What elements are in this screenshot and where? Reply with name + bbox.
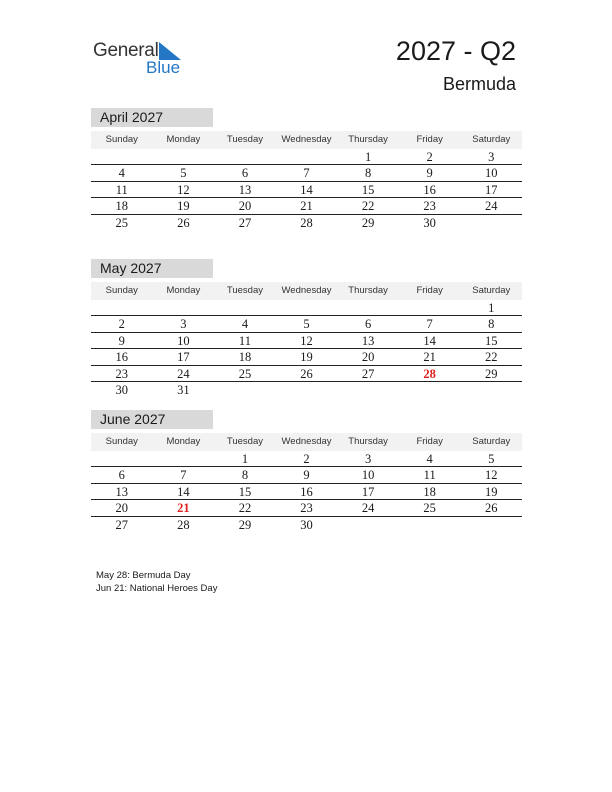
weekday-label: Sunday — [105, 285, 138, 296]
weekday-label: Saturday — [472, 436, 511, 447]
weekday-label: Friday — [416, 134, 443, 145]
month-title: May 2027 — [91, 259, 213, 278]
day-cell: 23 — [300, 501, 313, 516]
weekday-label: Tuesday — [226, 436, 263, 447]
week-row — [91, 149, 522, 165]
holiday-day-cell: 28 — [423, 366, 436, 381]
weekday-header — [91, 282, 522, 300]
weekday-label: Monday — [166, 436, 201, 447]
day-cell: 24 — [485, 199, 498, 214]
logo-text-general: General — [93, 40, 159, 61]
weekday-label: Saturday — [472, 285, 511, 296]
day-cell: 14 — [300, 182, 313, 197]
day-cell: 3 — [364, 452, 372, 466]
day-cell: 26 — [177, 215, 190, 230]
day-cell: 30 — [423, 215, 436, 230]
day-cell: 9 — [303, 468, 310, 483]
day-cell: 28 — [300, 215, 313, 230]
day-cell: 6 — [118, 468, 125, 483]
day-cell: 15 — [361, 182, 375, 197]
day-cell — [460, 517, 522, 533]
day-cell: 29 — [238, 517, 252, 532]
day-cell: 20 — [361, 350, 375, 365]
day-cell — [276, 382, 338, 398]
day-cell: 17 — [361, 484, 375, 499]
day-cell: 22 — [238, 501, 252, 516]
day-cell: 14 — [423, 333, 436, 348]
day-cell: 18 — [238, 350, 252, 365]
week-row — [91, 500, 522, 516]
day-cell: 21 — [423, 350, 436, 365]
day-cell: 27 — [115, 517, 129, 532]
month-title: April 2027 — [91, 108, 213, 127]
week-row — [91, 349, 522, 365]
month-title: June 2027 — [91, 410, 213, 429]
day-cell: 2 — [303, 452, 310, 466]
week-row — [91, 366, 522, 382]
day-cell: 2 — [426, 150, 433, 164]
day-cell: 13 — [361, 333, 375, 348]
day-cell: 15 — [485, 333, 498, 348]
day-cell: 19 — [300, 350, 313, 365]
weekday-label: Wednesday — [281, 134, 332, 145]
brand-logo — [93, 40, 193, 80]
day-cell: 29 — [361, 215, 375, 230]
day-cell: 9 — [118, 333, 125, 348]
day-cell: 26 — [300, 366, 313, 381]
day-cell: 1 — [488, 301, 495, 315]
day-cell: 5 — [180, 166, 187, 181]
day-cell: 6 — [241, 166, 249, 181]
day-cell: 12 — [485, 468, 498, 483]
weekday-label: Sunday — [105, 134, 138, 145]
logo-text-blue: Blue — [146, 58, 181, 77]
day-cell: 8 — [241, 468, 249, 483]
day-cell: 4 — [426, 452, 433, 466]
week-row — [91, 316, 522, 332]
day-cell: 25 — [238, 366, 252, 381]
day-cell: 19 — [485, 484, 498, 499]
day-cell: 16 — [423, 182, 436, 197]
weekday-label: Thursday — [348, 134, 388, 145]
day-cell: 25 — [423, 501, 436, 516]
day-cell — [399, 382, 461, 398]
holiday-note: Jun 21: National Heroes Day — [96, 582, 218, 594]
day-cell: 24 — [361, 501, 375, 516]
day-cell: 11 — [423, 468, 436, 483]
day-cell: 19 — [177, 199, 190, 214]
day-cell — [276, 300, 338, 315]
page-title: 2027 - Q2 — [395, 36, 516, 66]
day-cell: 10 — [485, 166, 498, 181]
weekday-label: Wednesday — [281, 436, 332, 447]
day-cell — [460, 382, 522, 398]
day-cell: 17 — [485, 182, 498, 197]
day-cell — [214, 382, 276, 398]
holiday-note: May 28: Bermuda Day — [96, 570, 191, 581]
day-cell: 7 — [180, 468, 187, 483]
day-cell: 11 — [115, 182, 128, 197]
day-cell: 14 — [177, 484, 190, 499]
day-cell: 13 — [115, 484, 129, 499]
day-cell: 27 — [238, 215, 252, 230]
day-cell: 25 — [115, 215, 129, 230]
month-may — [91, 259, 522, 398]
week-row — [91, 451, 522, 467]
day-cell — [337, 300, 399, 315]
weekday-label: Wednesday — [281, 285, 332, 296]
weekday-label: Tuesday — [226, 285, 263, 296]
week-row — [91, 382, 522, 398]
day-cell: 20 — [115, 501, 129, 516]
week-row — [91, 333, 522, 349]
weekday-label: Friday — [416, 285, 443, 296]
day-cell: 9 — [426, 166, 433, 181]
weekday-label: Friday — [416, 436, 443, 447]
day-cell: 1 — [364, 150, 372, 164]
week-row — [91, 484, 522, 500]
day-cell — [91, 149, 153, 164]
day-cell: 23 — [115, 366, 129, 381]
day-cell: 18 — [423, 484, 436, 499]
day-cell: 29 — [485, 366, 498, 381]
day-cell: 8 — [364, 166, 372, 181]
day-cell — [214, 300, 276, 315]
day-cell — [460, 215, 522, 231]
day-cell: 5 — [303, 317, 310, 332]
day-cell: 27 — [361, 366, 375, 381]
weekday-label: Sunday — [105, 436, 138, 447]
day-cell: 17 — [177, 350, 190, 365]
day-cell: 10 — [177, 333, 190, 348]
day-cell: 26 — [485, 501, 498, 516]
day-cell: 3 — [180, 317, 187, 332]
day-cell — [399, 300, 461, 315]
week-row — [91, 300, 522, 316]
weekday-label: Tuesday — [226, 134, 263, 145]
holiday-day-cell: 21 — [177, 501, 190, 516]
weekday-header — [91, 433, 522, 451]
day-cell: 1 — [241, 452, 249, 466]
day-cell — [153, 300, 215, 315]
day-cell: 12 — [177, 182, 190, 197]
day-cell: 10 — [361, 468, 375, 483]
day-cell — [214, 149, 276, 164]
day-cell: 13 — [238, 182, 252, 197]
day-cell: 6 — [364, 317, 372, 332]
day-cell — [91, 451, 153, 466]
day-cell — [153, 149, 215, 164]
day-cell — [337, 517, 399, 533]
day-cell — [399, 517, 461, 533]
weekday-label: Monday — [166, 134, 201, 145]
holiday-notes — [96, 570, 217, 595]
day-cell — [91, 300, 153, 315]
weekday-header — [91, 131, 522, 149]
day-cell: 5 — [488, 452, 495, 466]
day-cell: 23 — [423, 199, 436, 214]
week-row — [91, 517, 522, 533]
month-april — [91, 108, 522, 231]
day-cell: 8 — [488, 317, 495, 332]
day-cell: 28 — [177, 517, 190, 532]
day-cell: 2 — [118, 317, 125, 332]
week-row — [91, 182, 522, 198]
day-cell — [153, 451, 215, 466]
weekday-label: Saturday — [472, 134, 511, 145]
day-cell: 21 — [300, 199, 313, 214]
day-cell: 12 — [300, 333, 313, 348]
weekday-label: Thursday — [348, 285, 388, 296]
day-cell: 4 — [118, 166, 125, 181]
day-cell: 3 — [488, 150, 495, 164]
day-cell: 4 — [241, 317, 249, 332]
day-cell — [337, 382, 399, 398]
day-cell: 22 — [361, 199, 375, 214]
day-cell: 7 — [426, 317, 433, 332]
day-cell: 31 — [177, 382, 190, 397]
day-cell: 22 — [485, 350, 498, 365]
week-row — [91, 198, 522, 214]
day-cell: 30 — [115, 382, 129, 397]
country-name: Bermuda — [442, 74, 516, 94]
week-row — [91, 165, 522, 181]
day-cell: 7 — [303, 166, 310, 181]
day-cell: 15 — [238, 484, 252, 499]
day-cell: 30 — [300, 517, 313, 532]
day-cell: 18 — [115, 199, 129, 214]
week-row — [91, 467, 522, 483]
week-row — [91, 215, 522, 231]
month-june — [91, 410, 522, 533]
day-cell: 16 — [300, 484, 313, 499]
day-cell — [276, 149, 338, 164]
day-cell: 20 — [238, 199, 252, 214]
day-cell: 16 — [115, 350, 129, 365]
day-cell: 24 — [177, 366, 190, 381]
weekday-label: Thursday — [348, 436, 388, 447]
weekday-label: Monday — [166, 285, 201, 296]
day-cell: 11 — [238, 333, 251, 348]
